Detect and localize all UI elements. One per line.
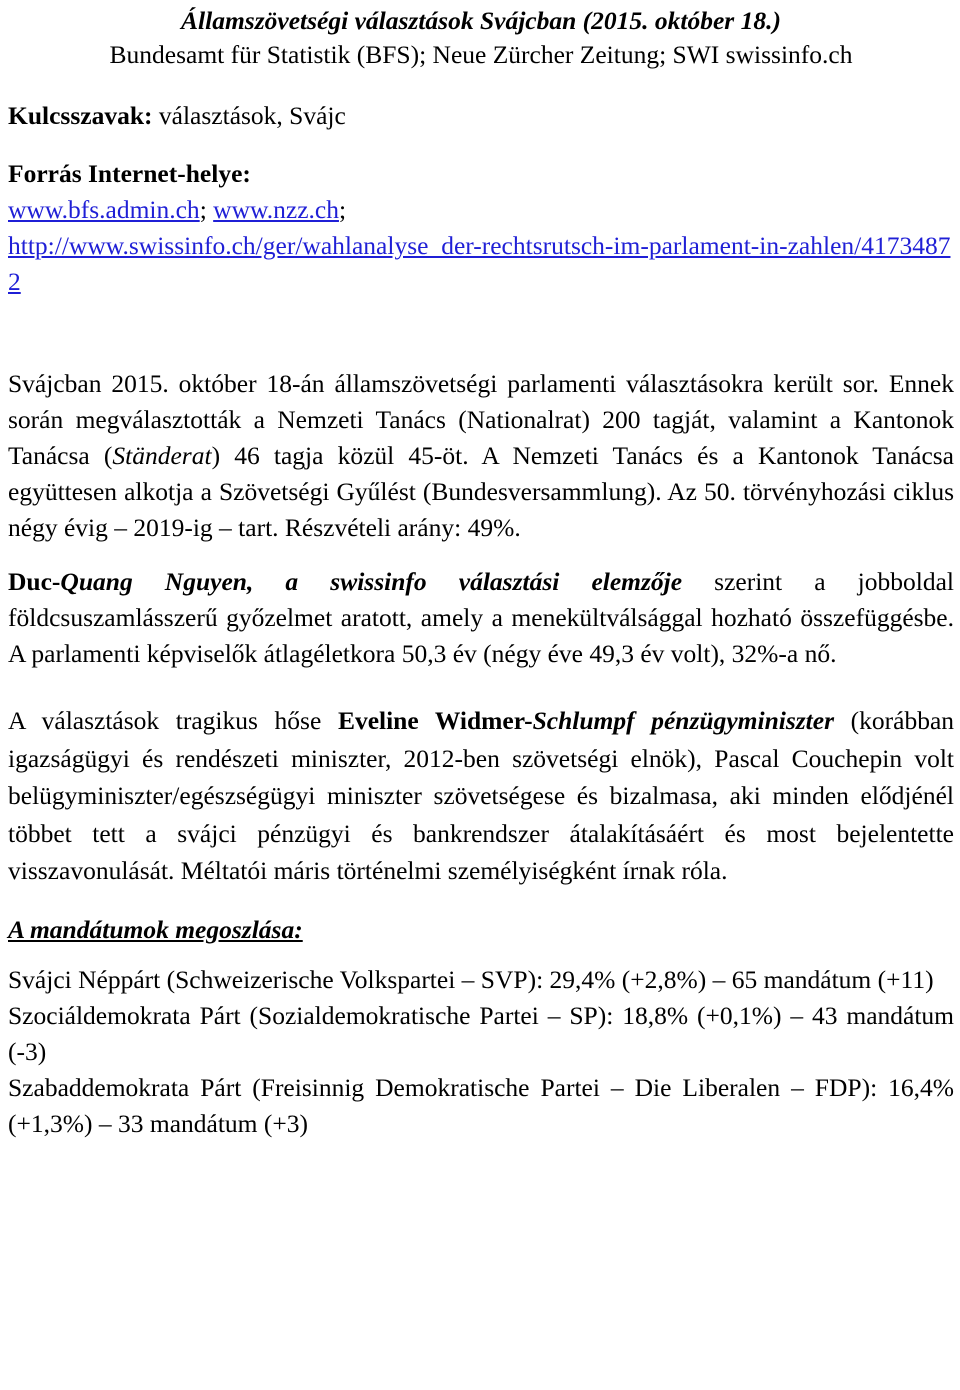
sources-links bbox=[8, 192, 954, 228]
intro-text-1: Svájcban 2015. október 18-án államszövetségi parlamenti választásokra került sor. Ennek során megválasztották a Nemzeti Tanács (Nationalrat) 200 tagját, valamint a Kantonok Tanácsa ( bbox=[8, 369, 954, 470]
analyst-text: szerint a jobboldal földcsuszamlásszerű győzelmet aratott, amely a menekültválsággal hozható összefüggésbe. A parlamenti képviselők átlagéletkora 50,3 év (négy éve 49,3 év volt), 32%-a nő. bbox=[8, 567, 954, 668]
keywords-value: választások, Svájc bbox=[152, 101, 346, 130]
intro-text-italic: Ständerat bbox=[112, 441, 212, 470]
intro-paragraph bbox=[8, 366, 954, 546]
mandates-list bbox=[8, 962, 954, 1142]
keywords-line bbox=[8, 98, 954, 134]
keywords-label: Kulcsszavak: bbox=[8, 101, 153, 130]
link-nzz[interactable]: www.nzz.ch bbox=[213, 195, 339, 224]
sources-separator: ; bbox=[338, 195, 347, 224]
document-header bbox=[8, 4, 954, 72]
mandate-item: Szociáldemokrata Párt (Sozialdemokratische Partei – SP): 18,8% (+0,1%) – 43 mandátum (-3) bbox=[8, 1000, 954, 1066]
mandates-heading: A mandátumok megoszlása: bbox=[8, 914, 303, 944]
sources-link-row bbox=[8, 228, 954, 300]
link-bfs[interactable]: www.bfs.admin.ch bbox=[8, 195, 200, 224]
document-title: Államszövetségi választások Svájcban (2015. október 18.) bbox=[181, 6, 781, 35]
sources-block bbox=[8, 156, 954, 300]
hero-name-bold: Eveline Widmer- bbox=[337, 706, 533, 735]
sources-label: Forrás Internet-helye: bbox=[8, 159, 251, 188]
intro-text-2: ) 46 tagja közül 45-öt. A Nemzeti Tanács és a Kantonok Tanácsa együttesen alkotja a Szövetségi Gyűlést (Bundesversammlung). Az 50. törvényhozási ciklus négy évig – 2019-ig – tart. Részvételi arány: 49%. bbox=[8, 441, 955, 542]
analyst-name-bold: Duc- bbox=[8, 567, 61, 596]
hero-text-1: A választások tragikus hőse bbox=[8, 706, 338, 735]
analyst-name-bold-italic: Quang Nguyen, a swissinfo választási elemzője bbox=[60, 567, 683, 596]
analyst-paragraph bbox=[8, 564, 954, 672]
hero-text-2: (korábban igazságügyi és rendészeti miniszter, 2012-ben szövetségi elnök), Pascal Couchepin volt belügyminiszter/egészségügyi miniszter szövetségese és bizalmasa, aki minden elődjénél többet tett a svájci pénzügyi és bankrendszer átalakításáért és most bejelentette visszavonulását. Méltatói máris történelmi személyiségként írnak róla. bbox=[8, 706, 955, 885]
document-page bbox=[0, 4, 960, 1142]
hero-name-bold-italic: Schlumpf pénzügyminiszter bbox=[532, 706, 835, 735]
sources-separator: ; bbox=[199, 195, 214, 224]
document-source-line: Bundesamt für Statistik (BFS); Neue Zürcher Zeitung; SWI swissinfo.ch bbox=[109, 40, 853, 69]
mandate-item: Svájci Néppárt (Schweizerische Volkspartei – SVP): 29,4% (+2,8%) – 65 mandátum (+11) bbox=[8, 964, 934, 994]
link-swissinfo[interactable]: http://www.swissinfo.ch/ger/wahlanalyse_der-rechtsrutsch-im-parlament-in-zahlen/41734872 bbox=[8, 231, 951, 296]
mandate-item: Szabaddemokrata Párt (Freisinnig Demokratische Partei – Die Liberalen – FDP): 16,4% (+1,3%) – 33 mandátum (+3) bbox=[8, 1072, 954, 1138]
hero-paragraph bbox=[8, 702, 954, 890]
